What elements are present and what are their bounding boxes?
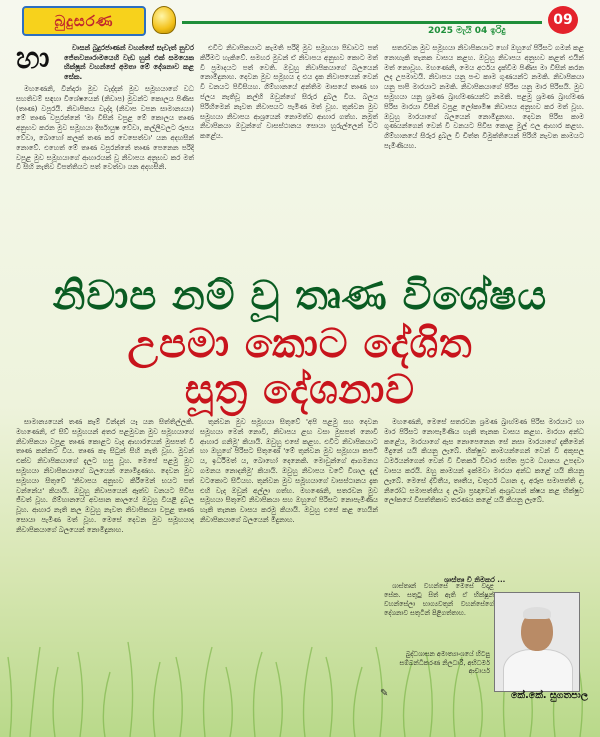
article-column-1-bottom bbox=[16, 418, 194, 718]
logo-text: බුදුසරණ bbox=[54, 12, 114, 30]
column-text: තුන්වන මුව සමූහයා සිතුවේ 'අපි පළමු සහ දෙවන සමූහයා මෙන් නොවී, නිවාපය ළඟ වසා මුසපත් නොවී ආහාර ගනිමු' කියායි. ඔවුහු එසේ කළහ. එවිට නිවාපිකයාට හා ඔහුගේ පිරිසට සිතුණේ 'මේ තුන්වන මුව සමූහයා කපටි ය, ඉර්ධිමත් ය, බොහෝ දෙනෙකි. මොවුන්ගේ ආගමනය ගමනය නොදනිමු' කියායි. ඔවුහු නිවාපය වටේ විශාල දැල් වටකොට සිටියහ. තුන්වන මුව සමූහයාගේ වාසස්ථානය දැක එහි වැද ඔවුන් අල්ලා ගත්හ. මහණෙනි, සතරවන මුව සමූහයා සිතුවේ නිවාපිකයා සහ ඔහුගේ පිරිසට නොපැමිණිය හැකි තැනක වාසය කරමු කියායි. ඔවුහු එසේ කළ හෙයින් නිවාපිකයාගේ බලයෙන් මිදුනාහ. bbox=[200, 418, 378, 524]
article-column-3-top bbox=[384, 44, 584, 274]
page-number: 09 bbox=[553, 12, 573, 28]
column-text: සාමාන්‍යයෙන් තණ කෑම් වින්දන් යෑ යන සිත්තිල්ලකි. මහණෙනි, ඒ සිව් සමූහයන් අතර පළමුවන මුව සමූහයාගේ නිවාපිකයා වපුළ තෘණ කොළට වැද ආහාරයෙන් මුසපත් වී තෘණ කන්නට විය. තෘණ කෑ සිටුන් සිහි නැති වූහ. මුවන් එක්ව නිවාපිකයාගේ දැලට හසු වූහ. මෙසේ පළමු මුව සමූහයා නිවාපිකයාගේ බලයෙන් නොමිදුණහ. දෙවන මුව සමූහයා සිතුවේ 'නිවාපය අනුභව කිරීමෙන් භයට පත් වන්නේය' කියායි. ඔවුහු නිවාපයෙන් ඈත්ව වනයට පිවිස ජීවත් වූහ. ගිම්හානයේ අවසාන කාලයේ ඔවුහු වියළී දුබල වූහ. ආහාර නැති කල ඔවුහු නැවත නිවාපිකයා වපුළ තෘණ සොයා පැමිණ මත් වූහ. මෙසේ දෙවන මුව සමූහයාද නිවාපිකයාගේ බලයෙන් නොමිදුනාහ. bbox=[16, 418, 194, 534]
portrait-photo bbox=[494, 592, 580, 692]
article-column-2-bottom bbox=[200, 418, 378, 718]
column-text: මහණෙනි, වින්දාරා මුව වැද්දන් මුව සමූහයාගේ වධ සහතිවම් සඳහා විශේෂයෙන් (නිවාප) මුවන්ට කොලය පිණිස (තෘණ) වපුරයි. නිවාපිකය වැද්දා (නිවාප වපන සාමාන්‍යයා) මේ තෘණ වපුරන්නේ 'මා විසින් වපුළ මේ කොලය තෘණ අනුභව කරන මුව සමූහයා දීර්ඝායුෂ වේවා, කල්ලිවලට රූපය වේවා, බොහෝ කලක් තණ කර වෙසෙත්වා' යන අදහසින් නොවේ. එහෙත් මේ තෘණ වපුරන්නේ තෘණ පෙනෙන පරිදි වපුළ මුව සමූහයාගේ ආහාරයක් වූ නිවාපය අනුභව කර මත් වී සිහි නැතිව විපත්තියට පත් වෙත්වා යන අදහසිනි. bbox=[16, 85, 194, 172]
dropcap-box bbox=[16, 44, 60, 74]
portrait-body bbox=[503, 649, 573, 692]
pen-icon: ✎ bbox=[380, 688, 389, 699]
headline-line-1: නිවාප නම් වූ තෘණ විශේෂය bbox=[52, 273, 548, 319]
publication-logo bbox=[22, 6, 146, 36]
headline-line-2: උපමා කොට දේශිත bbox=[127, 321, 473, 367]
column-text: මහණෙනි, මෙසේ සතරවන ශ්‍රමණ බ්‍රාහ්මණ පිරිස මාරයාට හා මාර පිරිසට නොපැමිණිය හැකි තැනක වාසය කළහ. මාරයා අන්ධ කළේය, මාරයාගේ ඇස නොපෙනෙන සේ නසා මාරයාගේ දැකීමෙන් මිදුනේ යයි කියනු ලැබේ. භික්ෂුව කාමයන්ගෙන් වෙන් වී අකුසල ධර්මයන්ගෙන් වෙන් වී විතර්ක විචාර සහිත ප්‍රථම ධ්‍යානය උපදවා වාසය කරයි. ඔහු කාමයන් ඉක්මවා මාරයා අන්ධ කළේ යයි කියනු ලැබේ. මෙසේ ද්විතීය, තෘතීය, චතුර්ථ ධ්‍යාන ද, අරූප සමාපත්ති ද, නිරෝධ සමාපත්තිය ද ලබා ප්‍රඥාවෙන් ආශ්‍රවයන් ක්ෂය කළ භික්ෂුව ලෝකයේ විසත්තිකාව තරණය කළේ යයි කියනු ලැබේ. bbox=[384, 418, 584, 505]
article-signoff: ශාස්තෘ වී නිමකර ... bbox=[444, 576, 506, 584]
dropcap: හා bbox=[16, 44, 50, 76]
page-header bbox=[0, 0, 600, 38]
issue-date: 2025 මැයි 04 ඉරිදු bbox=[428, 26, 506, 36]
author-photo-box bbox=[494, 592, 580, 692]
column-text: සතරවන මුව සමූහයා නිවාපිකයාට හෝ ඔහුගේ පිරිසට ගමන් කළ නොහැකි තැනක වාසය කළහ. ඔවුහු නිවාපය අනුභව කළත් එයින් මත් නොවූහ. මහණෙනි, මෙය අර්ථය දැක්වීම පිණිස මා විසින් කරන ලද උපමාවයි. නිවාපය යනු පංච කාම ගුණයන්ට නමකි. නිවාපිකයා යනු පාපී මාරයාට නමකි. නිවාපිකයාගේ පිරිස යනු මාර පිරිසයි. මුව සමූහයා යනු ශ්‍රමණ බ්‍රාහ්මණයන්ට නමකි. පළමු ශ්‍රමණ බ්‍රාහ්මණ පිරිස මාරයා විසින් වපුළ ලෝකාමිෂ නිවාපය අනුභව කර මත් වූහ. ඔවුහු මාරයාගේ බලයෙන් නොමිදුනාහ. දෙවන පිරිස කාම ගුණයන්ගෙන් වෙන් වී වනයට පිවිස කොළ මුල් ඵල ආහාර කළහ. ගිම්හානයේ සිරුර දුබල වී චිත්ත විමුක්තියෙන් පිරිහී නැවත කාමයට පැමිණියහ. bbox=[384, 44, 584, 150]
portrait-hair bbox=[523, 607, 551, 619]
page-number-badge bbox=[548, 6, 578, 34]
lamp-icon bbox=[152, 6, 176, 34]
header-rule bbox=[182, 21, 542, 24]
headline-line-3: සූත්‍ර දේශනාව bbox=[184, 367, 416, 413]
column-text: එවිට නිවාපිකයාට කැමති පරිදි මුව සමූහයා පීඩාවට පත් කිරීමට හැකිවේ. සමහර මුවන් ඒ නිවාපය අනුභව කොට මත් වී ප්‍රමාදයට පත් වෙති. ඔවුහු නිවාපිකයාගේ බලයෙන් නොමිදුනාහ. දෙවන මුව සමූහය ද එය දැක නිවාපයෙන් වෙන් වී වනයට පිවිසියහ. ගිම්හානයේ අන්තිම මාසයේ තෘණ හා ජලය නැතිවූ කල්හි ඔවුන්ගේ සිරුර දුබල විය. බලය පිරිහීමෙන් නැවත නිවාපයට පැමිණ මත් වූහ. තුන්වන මුව සමූහයා නිවාපය ආශ්‍රයෙන් නොමත්ව ආහාර ගත්හ. නමුත් නිවාපිකයා ඔවුන්ගේ වාසස්ථානය සොයා හුරුල්ලෙන් වට කළේය. bbox=[200, 44, 378, 141]
author-name: කේ.කේ. සුගතපාල bbox=[510, 690, 588, 701]
article-intro: වාසන් බුදුරජාණන් වහන්සේ සැවැත් නුවර ජේතවනාරාමයෙහි වැඩ හුන් එක් සමයෙක භික්ෂූන් වහන්සේ අමතා මේ දේශනාව කළ සේක. bbox=[64, 44, 194, 81]
article-column-1-top bbox=[16, 44, 194, 274]
column-text: ශාස්තෘන් වහන්සේ මෙසේ වදාළ සේක. සතුටු සිත් ඇති ඒ භික්ෂූන් වහන්සේලා භාග්‍යවතුන් වහන්සේගේ දේශනාව සතුටින් පිළිගත්තාහ. bbox=[384, 582, 494, 617]
article-column-3-bottom bbox=[384, 418, 584, 578]
article-column-2-top bbox=[200, 44, 378, 274]
author-role: බුද්ධශාසන අමාත්‍යාංශයේ හිටපු සම්බන්ධීකරණ නිලධාරී, අභිධර්ම ආචාර්ය bbox=[399, 650, 490, 675]
